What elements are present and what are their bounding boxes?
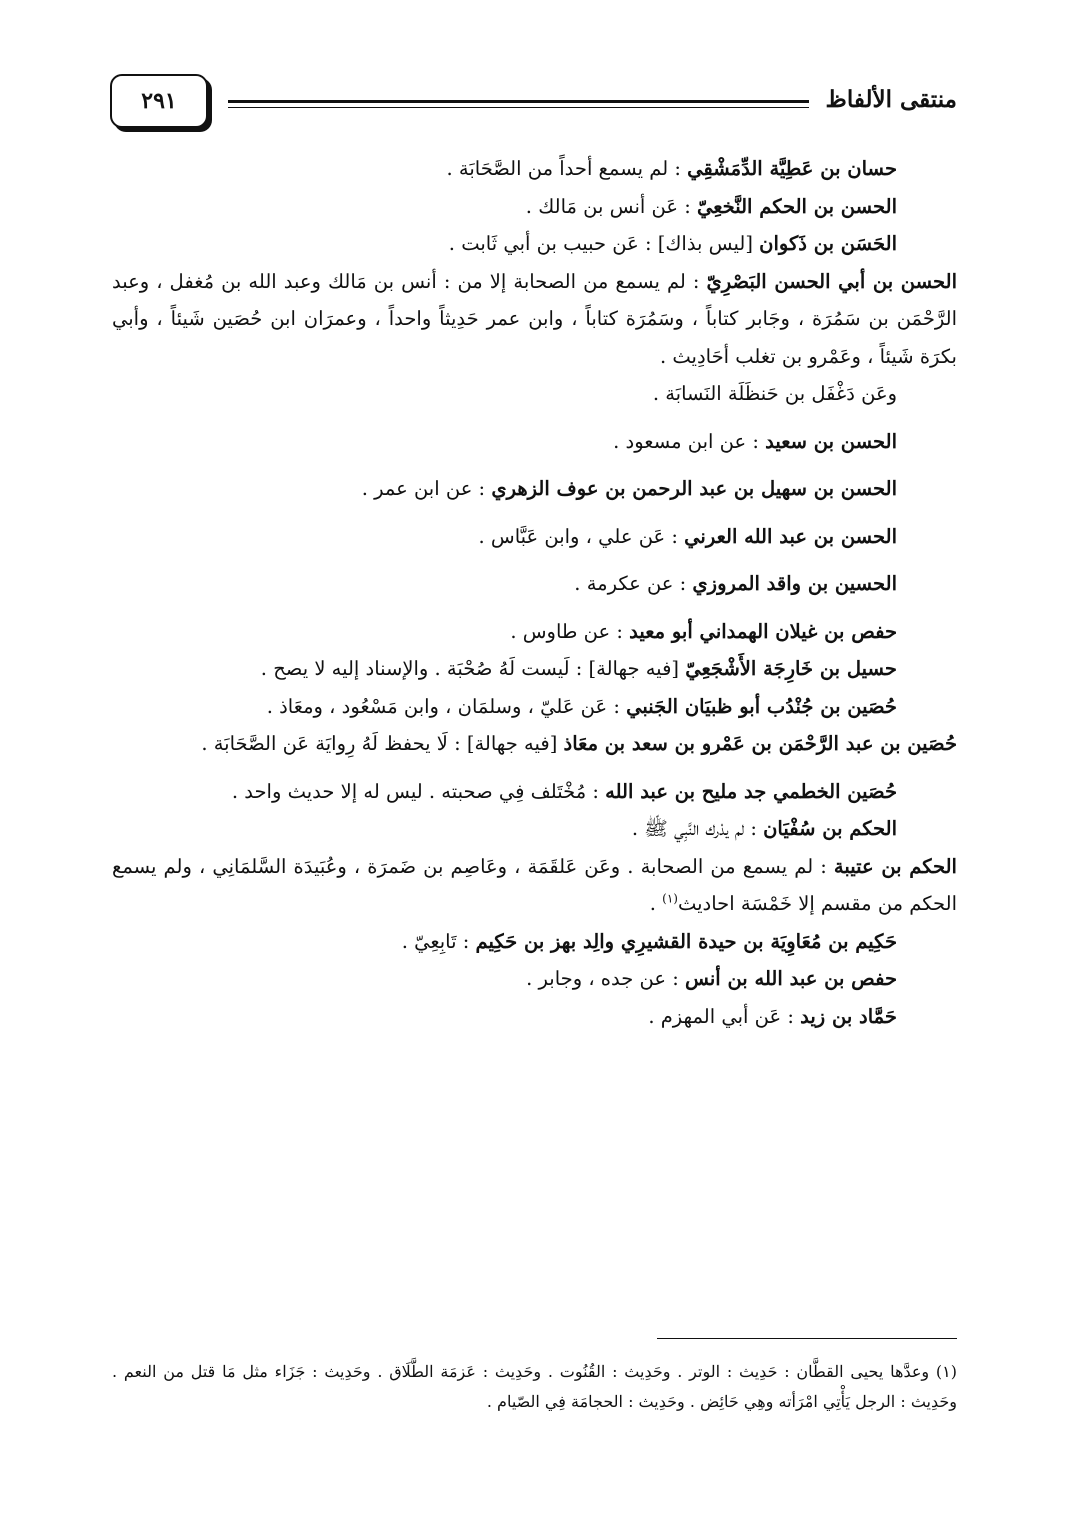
entry-name: الحسن بن سعيد	[765, 429, 897, 453]
entry-text: : عَن أنس بن مَالك .	[525, 194, 697, 218]
entry	[112, 423, 957, 461]
footnote-rule	[657, 1338, 957, 1339]
entry	[112, 613, 957, 651]
entry-text: [فيه جهالة] : لَيست لَهُ صُحْبَة . والإسناد إليه لا يصح .	[260, 657, 686, 680]
entry	[112, 470, 957, 508]
page-number: ٢٩١	[141, 88, 177, 114]
header-rule-thick	[228, 100, 809, 103]
entry-name: حسيل بن خَارِجَة الأَشْجَعِيّ	[685, 657, 897, 680]
entry-name: الحسن بن سهيل بن عبد الرحمن بن عوف الزهري	[491, 477, 897, 500]
entry	[112, 773, 957, 811]
entry-text: : عَن عَليّ ، وسلمَان ، وابن مَسْعُود ، ومعَاذ .	[266, 694, 627, 718]
entry-text: : لم يسمع أحداً من الصَّحَابَة .	[446, 157, 688, 180]
footnote: (١) وعدَّها يحيى القطَّان : حَدِيث : الوتر . وحَدِيث : القُنُوت . وحَدِيث : عَزمَة الطَّلَاق . وحَدِيث : جَزَاء مثل مَا قتل من النعم . وحَدِيث : الرجل يَأْتِي امْرَأته وهِي حَائِض . وحَدِيث : الحجامَة فِي الصّيام .	[112, 1362, 957, 1411]
entry-name: الحكم بن عتيبة	[833, 854, 957, 878]
entry-text: : عَن علي ، وابن عَبَّاس .	[478, 524, 685, 548]
entry	[112, 150, 957, 188]
entry	[112, 375, 957, 413]
entry-name: حَكِيم بن مُعَاوِيَة بن حيدة القشيرِي والِد بهز بن حَكِيم	[475, 929, 897, 953]
entry-name: الحَسَن بن ذَكوان	[759, 232, 897, 255]
page-header	[110, 68, 957, 138]
entry-text: : لم يسمع من الصحابة . وعَن عَلقَمَة ، وعَاصِم بن ضَمرَة ، وعُبَيدَة السَّلمَانِي ، ولم يسمع الحكم من مقسم إلا خَمْسَة احاديث	[112, 854, 957, 915]
entry-text: [ليس بذاك] : عَن حبيب بن أبي ثَابت .	[448, 232, 760, 255]
entry-name: حَمَّاد بن زيد	[800, 1004, 897, 1028]
entry-text: [فيه جهالة] : لَا يحفظ لَهُ رِوايَة عَن الصَّحَابَة .	[201, 732, 564, 755]
entry-name: حفص بن غيلان الهمداني أبو معيد	[629, 619, 897, 643]
entry-name: الحكم بن سُفْيَان	[763, 817, 897, 840]
entry-text: : عن جده ، وجابر .	[526, 967, 685, 990]
footnote-marker[interactable]: (١)	[662, 891, 678, 906]
page-body	[112, 150, 957, 1035]
entry-text: : تَابِعِيّ .	[401, 929, 476, 953]
entry-name: حسان بن عَطِيَّة الدِّمَشْقِي	[687, 157, 897, 180]
entry-name: حُصَين بن عبد الرَّحْمَن بن عَمْرو بن سعد بن معَاذ	[563, 732, 957, 755]
entry	[112, 725, 957, 763]
page-number-box	[110, 74, 208, 128]
entry-text: : مُخْتَلف فِي صحبته . ليس له إلا حديث واحد .	[231, 779, 606, 803]
entry-name: الحسين بن واقد المروزي	[692, 572, 897, 595]
entry-name: الحسن بن الحكم النَّخعِيّ	[696, 194, 897, 218]
header-rule	[228, 100, 809, 112]
header-rule-thin	[228, 107, 809, 108]
entry-name: حُصَين بن جُنْدُب أبو ظبيَان الجَنبي	[626, 694, 897, 718]
entry-name: حفص بن عبد الله بن أنس	[684, 967, 897, 990]
entry-name: الحسن بن أبي الحسن البَصْرِيّ	[706, 269, 957, 293]
entry	[112, 225, 957, 263]
entry-name: حُصَين الخطمي جد مليح بن عبد الله	[605, 779, 897, 803]
entry-text: : عَن أبي المهزم .	[648, 1004, 801, 1028]
entry	[112, 688, 957, 726]
entry-text: وعَن دَغْفَل بن حَنظَلَة النَسابَة .	[652, 382, 897, 405]
entry	[112, 848, 957, 923]
entry-text: : لم يدْرك النَّبِي ﷺ .	[631, 817, 764, 840]
entry	[112, 998, 957, 1036]
entry-text: : عن ابن مسعود .	[613, 429, 766, 453]
entry	[112, 960, 957, 998]
entry	[112, 518, 957, 556]
entry	[112, 923, 957, 961]
entry	[112, 188, 957, 226]
entry-text: : عن طاوس .	[510, 619, 630, 643]
entry-text-tail: .	[649, 892, 663, 915]
entry	[112, 650, 957, 688]
entry-text: : عن عكرمة .	[574, 572, 693, 595]
entry	[112, 263, 957, 376]
entry	[112, 565, 957, 603]
entry	[112, 810, 957, 848]
entry-text: : لم يسمع من الصحابة إلا من : أنس بن مَالك وعبد الله بن مُغفل ، وعبد الرَّحْمَن بن سَمُرَة ، وجَابر كتاباً ، وسَمُرَة كتاباً ، وابن عمر حَدِيثاً واحداً ، وعمرَان ابن حُصَين شَيئاً ، وأبي بكرَة شَيئاً ، وعَمْرو بن تغلب أحَادِيث .	[112, 269, 957, 368]
page-title: منتقى الألفاظ	[825, 86, 957, 113]
entry-name: الحسن بن عبد الله العرني	[684, 524, 897, 548]
entry-text: : عن ابن عمر .	[361, 477, 492, 500]
